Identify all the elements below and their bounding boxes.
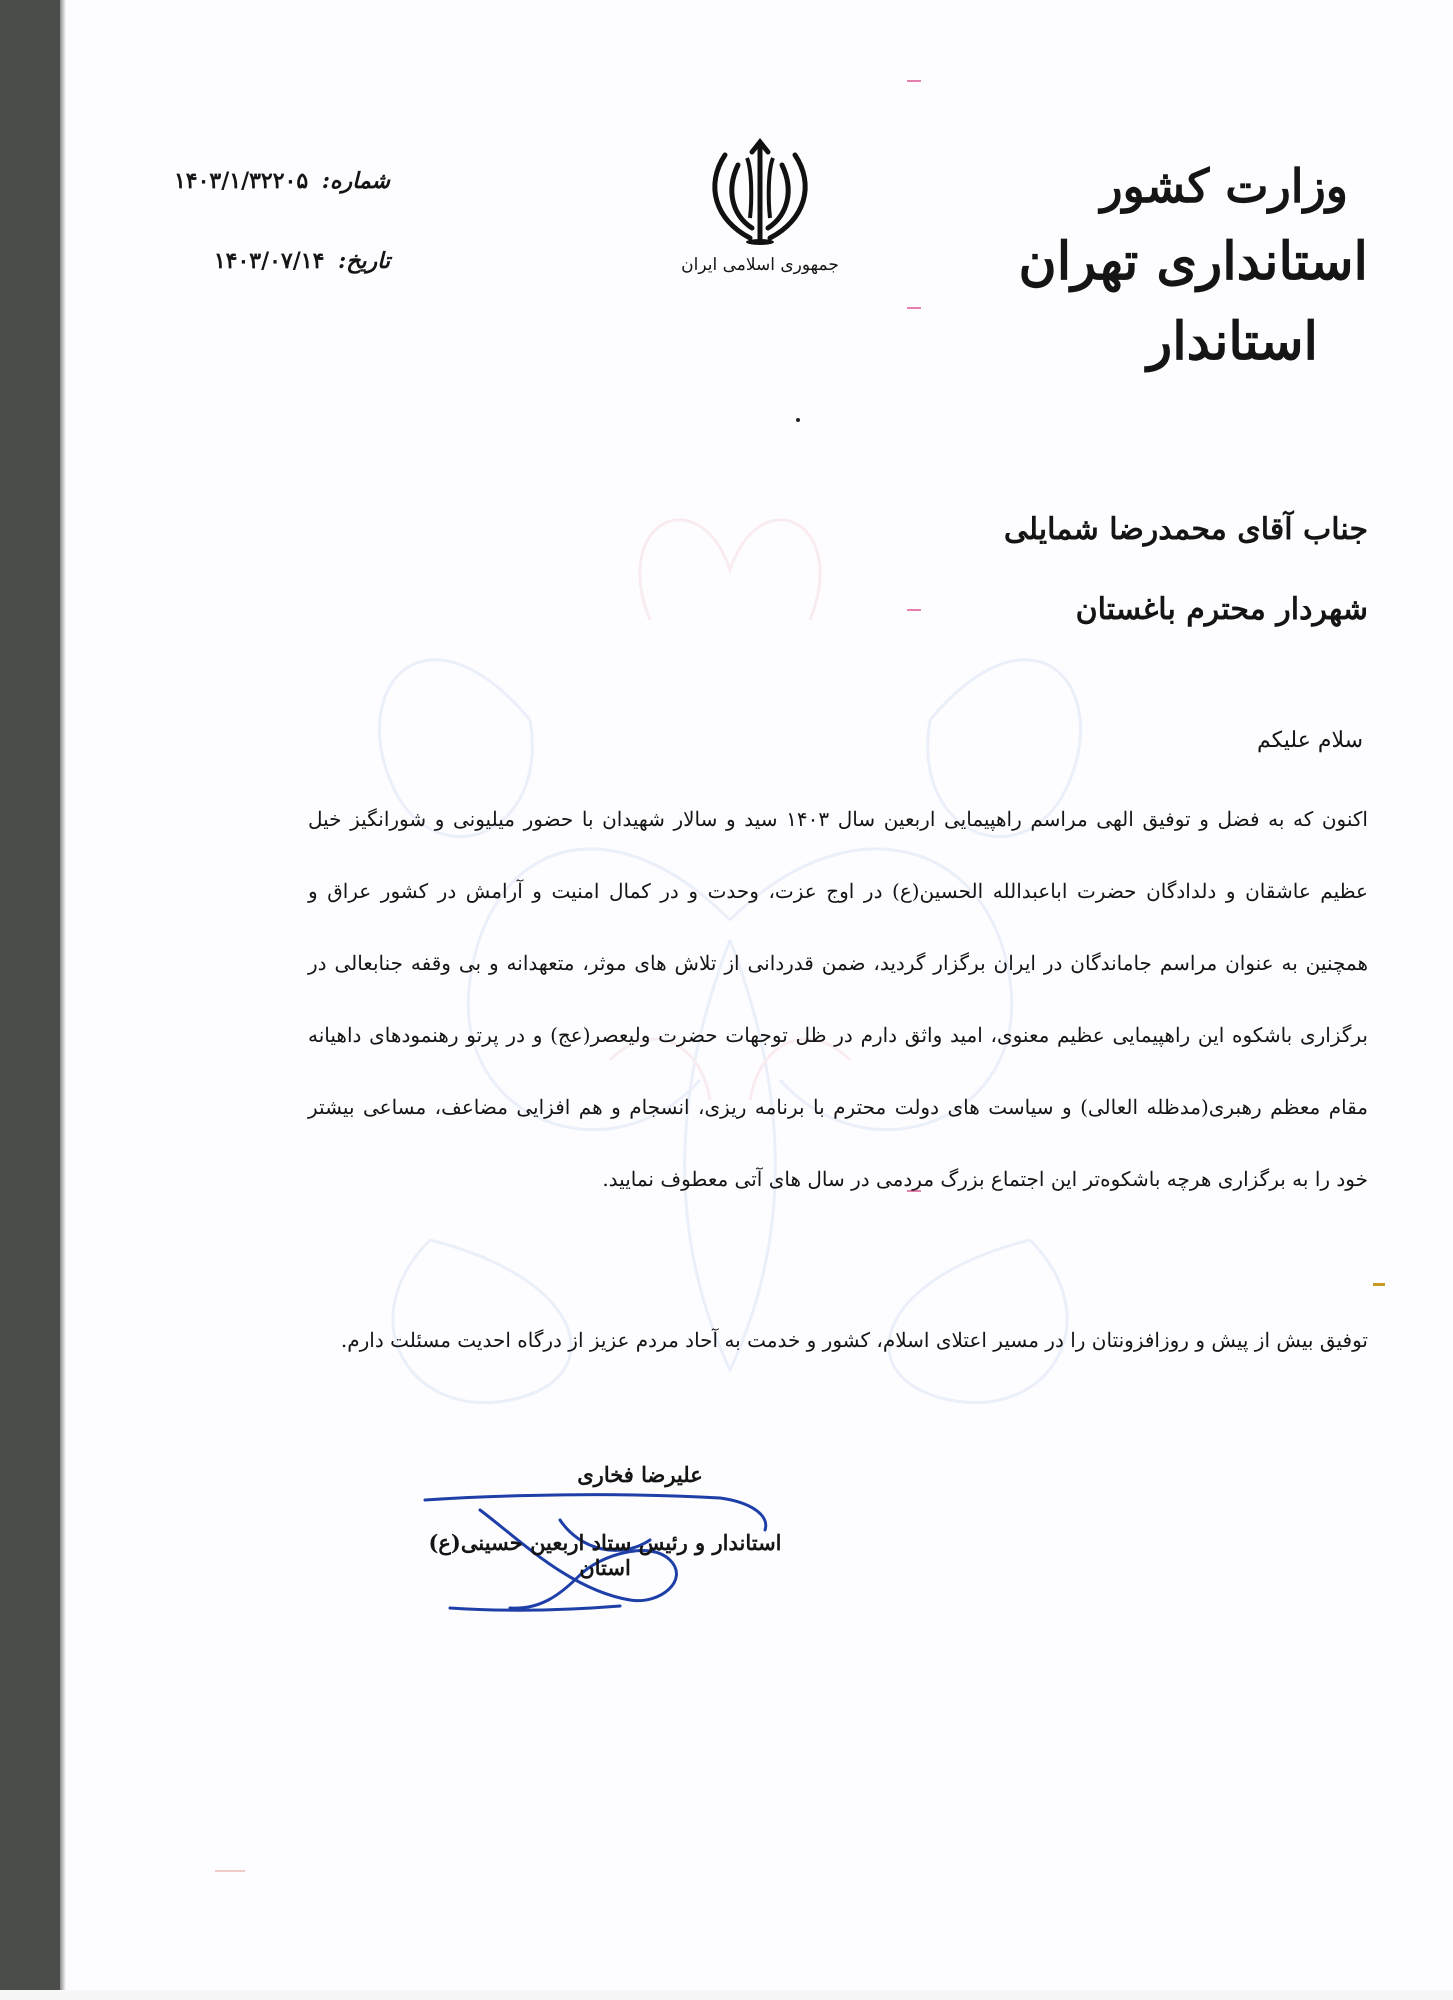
letterhead-ministry — [968, 150, 1368, 382]
number-value: ۱۴۰۳/۱/۳۲۲۰۵ — [173, 168, 309, 194]
greeting: سلام علیکم — [1256, 728, 1363, 753]
office-name: استاندار — [1147, 311, 1318, 372]
scan-edge-shadow — [60, 0, 66, 2000]
letter-date-row — [150, 248, 390, 280]
ministry-name: وزارت کشور — [1100, 159, 1348, 213]
emblem-block — [660, 130, 860, 290]
letter-body: اکنون که به فضل و توفیق الهی مراسم راهپیمایی اربعین سال ۱۴۰۳ سید و سالار شهیدان با حضور میلیونی و شورانگیز خیل عظیم عاشقان و دلدادگان حضرت اباعبدالله الحسین(ع) در اوج عزت، وحدت و در کمال امنیت و آرامش در کشور عراق و همچنین به عنوان مراسم جاماندگان در ایران برگزار گردید، ضمن قدردانی از تلاش های موثر، متعهدانه و بی وقفه جنابعالی در برگزاری باشکوه این راهپیمایی عظیم معنوی، امید واثق دارم در ظل توجهات حضرت ولیعصر(عج) و در پرتو رهنمودهای داهیانه مقام معظم رهبری(مدظله العالی) و سیاست های دولت محترم با برنامه ریزی، انسجام و هم افزایی مضاعف، مساعی بیشتر خود را به برگزاری هرچه باشکوه‌تر این اجتماع بزرگ مردمی در سال های آتی معطوف نمایید. — [308, 807, 1368, 1191]
date-value: ۱۴۰۳/۰۷/۱۴ — [213, 248, 325, 274]
stray-dot — [796, 418, 800, 422]
addressee-title: شهردار محترم باغستان — [1075, 592, 1368, 627]
number-label: شماره: — [321, 168, 390, 194]
signatory-name: علیرضا فخاری — [577, 1462, 703, 1487]
scan-bottom-edge — [0, 1990, 1453, 2000]
fold-mark — [907, 80, 921, 82]
date-label: تاریخ: — [338, 248, 390, 274]
iran-emblem-icon — [700, 130, 820, 250]
emblem-caption: جمهوری اسلامی ایران — [681, 255, 839, 275]
governorate-name: استانداری تهران — [1018, 231, 1368, 292]
letter-closing: توفیق بیش از پیش و روزافزونتان را در مسیر اعتلای اسلام، کشور و خدمت به آحاد مردم عزیز از درگاه احدیت مسئلت دارم. — [340, 1328, 1368, 1352]
addressee-block — [868, 510, 1368, 630]
signatory-title: استاندار و رئیس ستاد اربعین حسینی(ع) استان — [428, 1530, 782, 1580]
letter-meta — [150, 168, 390, 328]
stray-mark — [1373, 1283, 1385, 1286]
addressee-name: جناب آقای محمدرضا شمایلی — [1003, 512, 1368, 547]
letter-number-row — [150, 168, 390, 200]
faint-mark — [215, 1870, 245, 1872]
scan-edge — [0, 0, 60, 2000]
fold-mark — [907, 307, 921, 309]
